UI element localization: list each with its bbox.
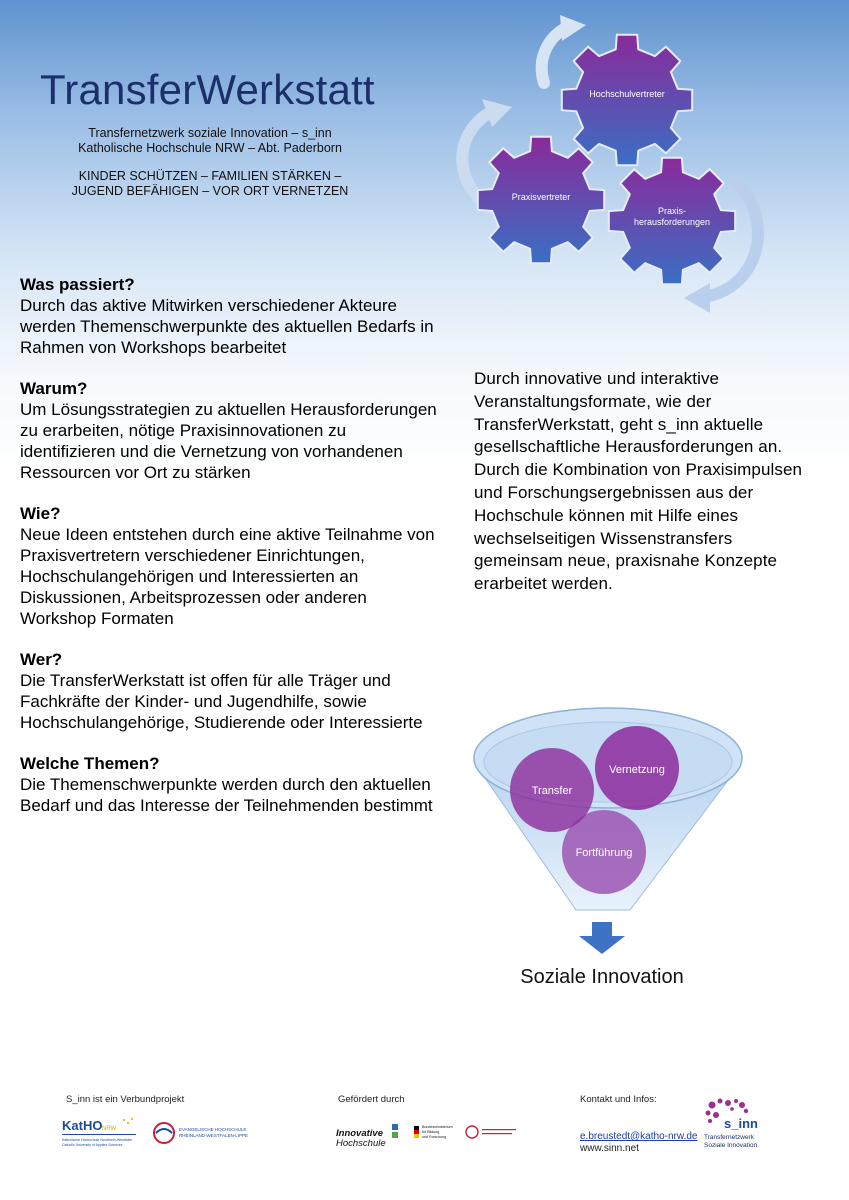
faq-answer: Durch das aktive Mitwirken verschiedener Akteure werden Themenschwerpunkte des aktuellen Bedarfs in Rahmen von Workshops bearbeitet	[20, 296, 434, 357]
logo-dot	[730, 1107, 734, 1111]
svg-text:RHEINLAND-WESTFALEN-LIPPE: RHEINLAND-WESTFALEN-LIPPE	[179, 1133, 249, 1138]
faq-question: Wer?	[20, 650, 63, 669]
svg-text:Catholic University of Applied: Catholic University of Applied Sciences	[62, 1143, 123, 1147]
footer-contact-label: Kontakt und Infos:	[580, 1094, 657, 1105]
faq-item	[20, 753, 440, 816]
innovative-hochschule-logo	[334, 1116, 404, 1154]
footer-verbund-label: S_inn ist ein Verbundprojekt	[66, 1094, 185, 1105]
faq-question: Wie?	[20, 504, 61, 523]
funnel-diagram	[470, 700, 750, 960]
faq-answer: Die Themenschwerpunkte werden durch den aktuellen Bedarf und das Interesse der Teilnehmenden bestimmt	[20, 775, 433, 815]
logo-dot	[734, 1099, 738, 1103]
circle-label-fortfuehrung: Fortführung	[575, 847, 633, 859]
page-title: TransferWerkstatt	[40, 66, 375, 113]
svg-text:und Forschung: und Forschung	[422, 1135, 446, 1139]
gear-label-right-2: herausforderungen	[633, 217, 711, 227]
faq-question: Was passiert?	[20, 275, 135, 294]
faq-question: Warum?	[20, 379, 88, 398]
svg-text:EVANGELISCHE HOCHSCHULE: EVANGELISCHE HOCHSCHULE	[179, 1127, 247, 1132]
faq-question: Welche Themen?	[20, 754, 160, 773]
faq-column	[20, 274, 440, 836]
faq-item	[20, 274, 440, 358]
faq-answer: Die TransferWerkstatt ist offen für alle Träger und Fachkräfte der Kinder- und Jugendhilfe, sowie Hochschulangehörige, Studierende oder Interessierte	[20, 671, 423, 732]
logo-dot	[718, 1099, 723, 1104]
svg-text:NRW: NRW	[102, 1126, 117, 1132]
circle-label-transfer: Transfer	[531, 785, 573, 797]
cycle-arrow-top-head	[560, 15, 586, 41]
logo-dot	[713, 1112, 719, 1118]
svg-text:Bundesministerium: Bundesministerium	[422, 1125, 453, 1129]
gear-shape	[562, 35, 692, 165]
ev-hochschule-logo	[152, 1119, 252, 1149]
gear-label-left: Praxisvertreter	[511, 192, 571, 202]
gears-diagram	[440, 15, 780, 315]
faq-answer: Neue Ideen entstehen durch eine aktive Teilnahme von Praxisvertretern verschiedener Einrichtungen, Hochschulangehörigen und Interessierten an Diskussionen, Arbeitsprozessen oder anderen Workshop Formaten	[20, 525, 435, 628]
svg-text:KatHO: KatHO	[62, 1118, 103, 1133]
cycle-arrow-right-head	[684, 283, 710, 313]
subtitle-line-2: Katholische Hochschule NRW – Abt. Paderborn	[78, 141, 342, 155]
svg-text:Innovative: Innovative	[336, 1128, 383, 1139]
logo-dot	[744, 1109, 748, 1113]
website-link[interactable]: www.sinn.net	[580, 1143, 639, 1154]
logo-dot	[739, 1102, 745, 1108]
svg-text:s_inn: s_inn	[724, 1116, 758, 1131]
footer-funding-label: Gefördert durch	[338, 1094, 405, 1105]
down-arrow-icon	[579, 922, 625, 954]
intro-paragraph: Durch innovative und interaktive Veranstaltungsformate, wie der TransferWerkstatt, geht s_inn aktuelle gesellschaftliche Herausforderungen an. Durch die Kombination von Praxisimpulsen und Forschungsergebnissen aus der Hochschule können mit Hilfe eines wechselseitigen Wissenstransfers gemeinsam neue, praxisnahe Konzepte erarbeitet werden.	[474, 369, 803, 594]
bmbf-logo	[412, 1112, 462, 1152]
sinn-logo	[702, 1097, 772, 1151]
faq-item	[20, 503, 440, 629]
logo-dot	[709, 1102, 716, 1109]
svg-text:Hochschule: Hochschule	[336, 1138, 386, 1149]
gear-label-right-1: Praxis-	[657, 206, 687, 216]
svg-text:für Bildung: für Bildung	[422, 1130, 440, 1134]
faq-answer: Um Lösungsstrategien zu aktuellen Herausforderungen zu erarbeiten, nötige Praxisinnovationen zu identifizieren und die Vernetzung von vorhandenen Ressourcen vor Ort zu stärken	[20, 400, 437, 482]
funnel-output-label: Soziale Innovation	[520, 966, 684, 988]
katho-logo	[62, 1114, 142, 1154]
gear-icon	[562, 35, 692, 165]
circle-label-vernetzung: Vernetzung	[609, 764, 665, 776]
svg-text:Katholische Hochschule Nordrhe: Katholische Hochschule Nordrhein-Westfalen	[62, 1138, 133, 1142]
slogan-line-1: KINDER SCHÜTZEN – FAMILIEN STÄRKEN –	[78, 169, 342, 183]
gwk-logo	[464, 1122, 524, 1142]
logo-dot	[706, 1111, 711, 1116]
faq-item	[20, 649, 440, 733]
slogan-line-2: JUGEND BEFÄHIGEN – VOR ORT VERNETZEN	[71, 184, 349, 198]
logo-dot	[708, 1119, 712, 1123]
subtitle-line-1: Transfernetzwerk soziale Innovation – s_inn	[88, 126, 332, 140]
svg-text:Transfernetzwerk: Transfernetzwerk	[704, 1134, 754, 1141]
faq-item	[20, 378, 440, 483]
contact-email-link[interactable]: e.breustedt@katho-nrw.de	[580, 1131, 698, 1142]
svg-text:Soziale Innovation: Soziale Innovation	[704, 1142, 758, 1149]
gear-label-top: Hochschulvertreter	[589, 89, 665, 99]
logo-dot	[725, 1100, 731, 1106]
